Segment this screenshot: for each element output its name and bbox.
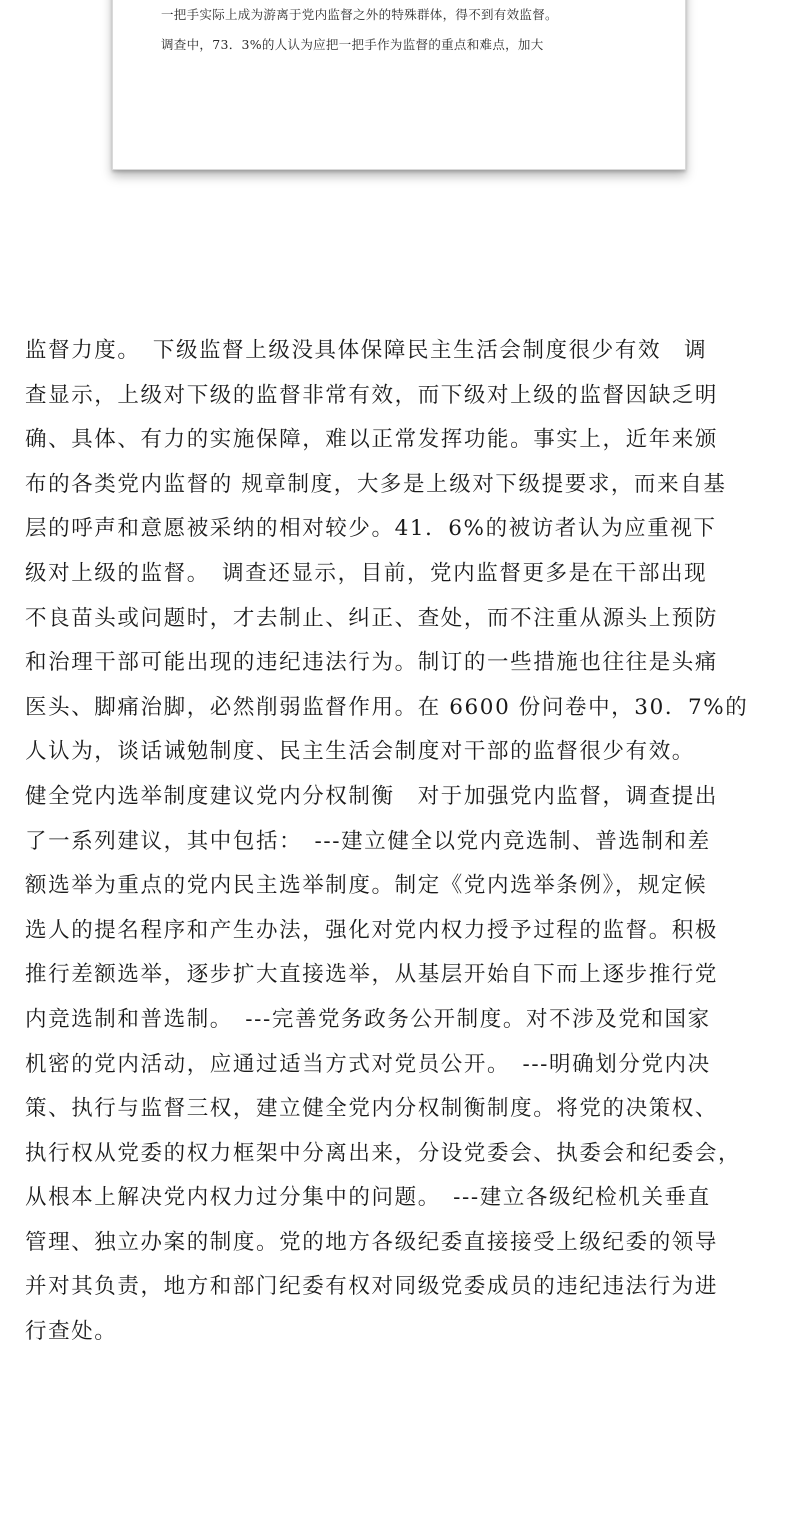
body-text-line: 行查处。 — [25, 1319, 118, 1345]
body-text-line: 额选举为重点的党内民主选举制度。制定《党内选举条例》，规定候 — [25, 873, 708, 899]
body-text-line: 人认为，谈话诫勉制度、民主生活会制度对干部的监督很少有效。 — [25, 739, 695, 765]
body-text-line: 内竞选制和普选制。 ---完善党务政务公开制度。对不涉及党和国家 — [25, 1006, 711, 1032]
body-text-line: 层的呼声和意愿被采纳的相对较少。41．6%的被访者认为应重视下 — [25, 516, 717, 542]
document-page-preview — [112, 0, 686, 170]
body-text-line: 管理、独立办案的制度。党的地方各级纪委直接接受上级纪委的领导 — [25, 1229, 719, 1255]
body-text-line: 策、执行与监督三权，建立健全党内分权制衡制度。将党的决策权、 — [25, 1096, 719, 1122]
body-text-line: 机密的党内活动，应通过适当方式对党员公开。 ---明确划分党内决 — [25, 1051, 711, 1077]
body-text-line: 推行差额选举，逐步扩大直接选举，从基层开始自下而上逐步推行党 — [25, 962, 719, 988]
body-text-line: 和治理干部可能出现的违纪违法行为。制订的一些措施也往往是头痛 — [25, 650, 719, 676]
body-text-line: 执行权从党委的权力框架中分离出来，分设党委会、执委会和纪委会， — [25, 1140, 742, 1166]
preview-text-line: 一把手实际上成为游离于党内监督之外的特殊群体，得不到有效监督。 — [161, 7, 558, 22]
document-body — [25, 329, 785, 1355]
body-text-line: 从根本上解决党内权力过分集中的问题。 ---建立各级纪检机关垂直 — [25, 1185, 711, 1211]
preview-text-line: 调查中，73．3%的人认为应把一把手作为监督的重点和难点，加大 — [161, 37, 544, 52]
body-text-line: 监督力度。 下级监督上级没具体保障民主生活会制度很少有效 调 — [25, 338, 708, 363]
body-text-line: 确、具体、有力的实施保障，难以正常发挥功能。事实上，近年来颁 — [25, 427, 719, 453]
body-text-line: 并对其负责，地方和部门纪委有权对同级党委成员的违纪违法行为进 — [25, 1274, 719, 1300]
body-text-line: 了一系列建议，其中包括： ---建立健全以党内竞选制、普选制和差 — [25, 828, 711, 854]
body-text-line: 选人的提名程序和产生办法，强化对党内权力授予过程的监督。积极 — [25, 917, 719, 943]
body-text-line: 级对上级的监督。 调查还显示，目前，党内监督更多是在干部出现 — [25, 560, 708, 586]
body-text-line: 健全党内选举制度建议党内分权制衡 对于加强党内监督，调查提出 — [25, 783, 719, 809]
body-text-line: 布的各类党内监督的 规章制度，大多是上级对下级提要求，而来自基 — [25, 471, 727, 497]
body-text-line: 医头、脚痛治脚，必然削弱监督作用。在 6600 份问卷中，30．7%的 — [25, 694, 749, 720]
body-text-line: 查显示，上级对下级的监督非常有效，而下级对上级的监督因缺乏明 — [25, 382, 719, 408]
body-text-line: 不良苗头或问题时，才去制止、纠正、查处，而不注重从源头上预防 — [25, 605, 719, 631]
